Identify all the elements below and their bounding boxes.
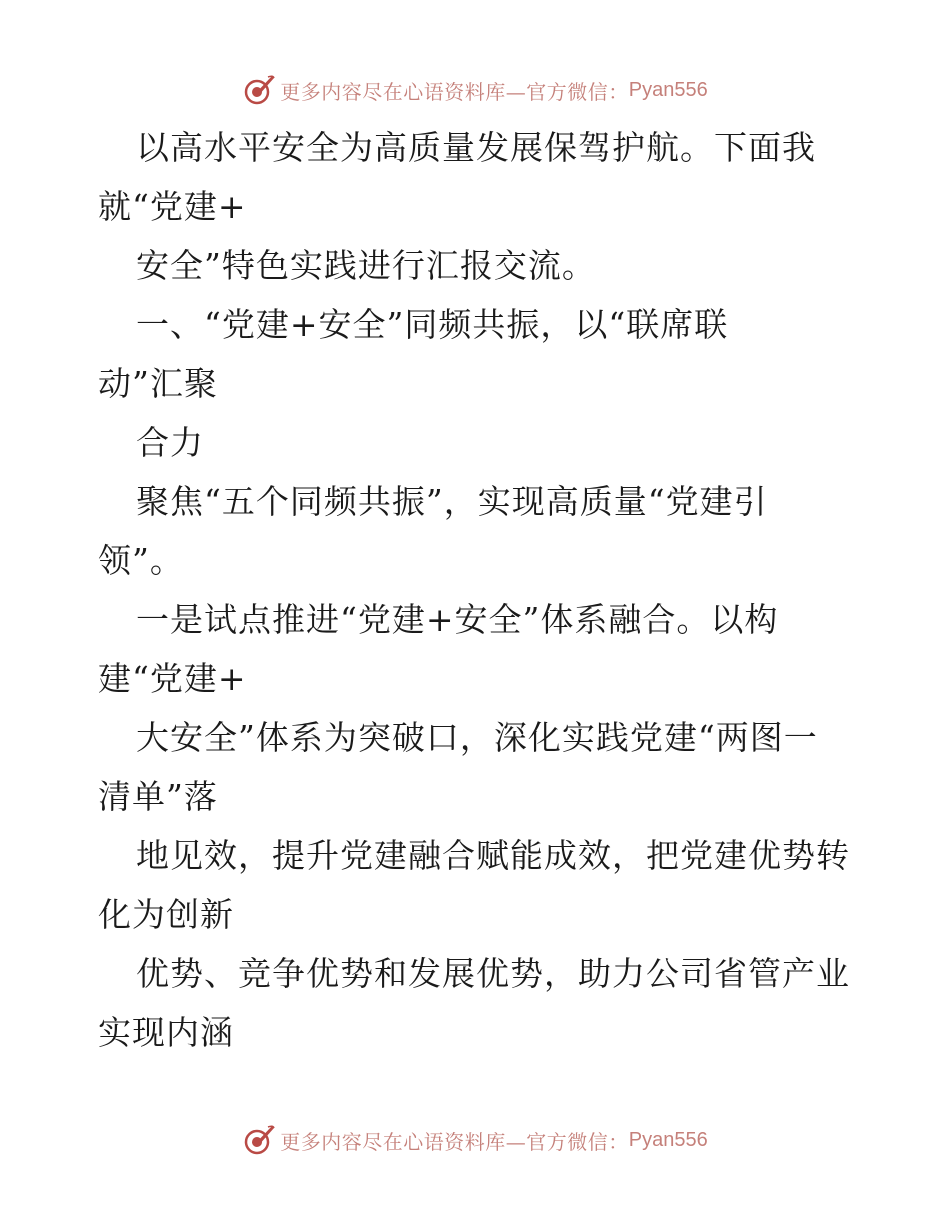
text-line: 清单”落 xyxy=(98,777,218,816)
document-body xyxy=(98,118,878,1062)
watermark-id: Pyan556 xyxy=(628,78,708,101)
quill-pen-seal-icon xyxy=(242,73,276,107)
watermark-id: Pyan556 xyxy=(628,1128,708,1151)
section-heading: 合力 xyxy=(136,423,204,462)
text-line: 地见效，提升党建融合赋能成效，把党建优势转 xyxy=(136,836,850,875)
text-line: 聚焦“五个同频共振”，实现高质量“党建引 xyxy=(136,482,768,521)
section-heading: 一、“党建+安全”同频共振，以“联席联 xyxy=(136,305,729,344)
header-watermark xyxy=(0,70,950,110)
text-line: 一是试点推进“党建+安全”体系融合。以构 xyxy=(136,600,779,639)
text-line: 优势、竞争优势和发展优势，助力公司省管产业 xyxy=(136,954,850,993)
text-line: 领”。 xyxy=(98,541,184,580)
text-line: 大安全”体系为突破口，深化实践党建“两图一 xyxy=(136,718,818,757)
text-line: 以高水平安全为高质量发展保驾护航。下面我 xyxy=(136,128,816,167)
text-line: 实现内涵 xyxy=(98,1013,234,1052)
text-line: 化为创新 xyxy=(98,895,234,934)
text-line: 安全”特色实践进行汇报交流。 xyxy=(136,246,596,285)
watermark-text: 更多内容尽在心语资料库—官方微信： xyxy=(280,1129,629,1154)
text-line: 就“党建+ xyxy=(98,187,247,226)
quill-pen-seal-icon xyxy=(242,1123,276,1157)
footer-watermark xyxy=(0,1120,950,1160)
watermark-text: 更多内容尽在心语资料库—官方微信： xyxy=(280,79,629,104)
text-line: 建“党建+ xyxy=(98,659,247,698)
section-heading: 动”汇聚 xyxy=(98,364,218,403)
